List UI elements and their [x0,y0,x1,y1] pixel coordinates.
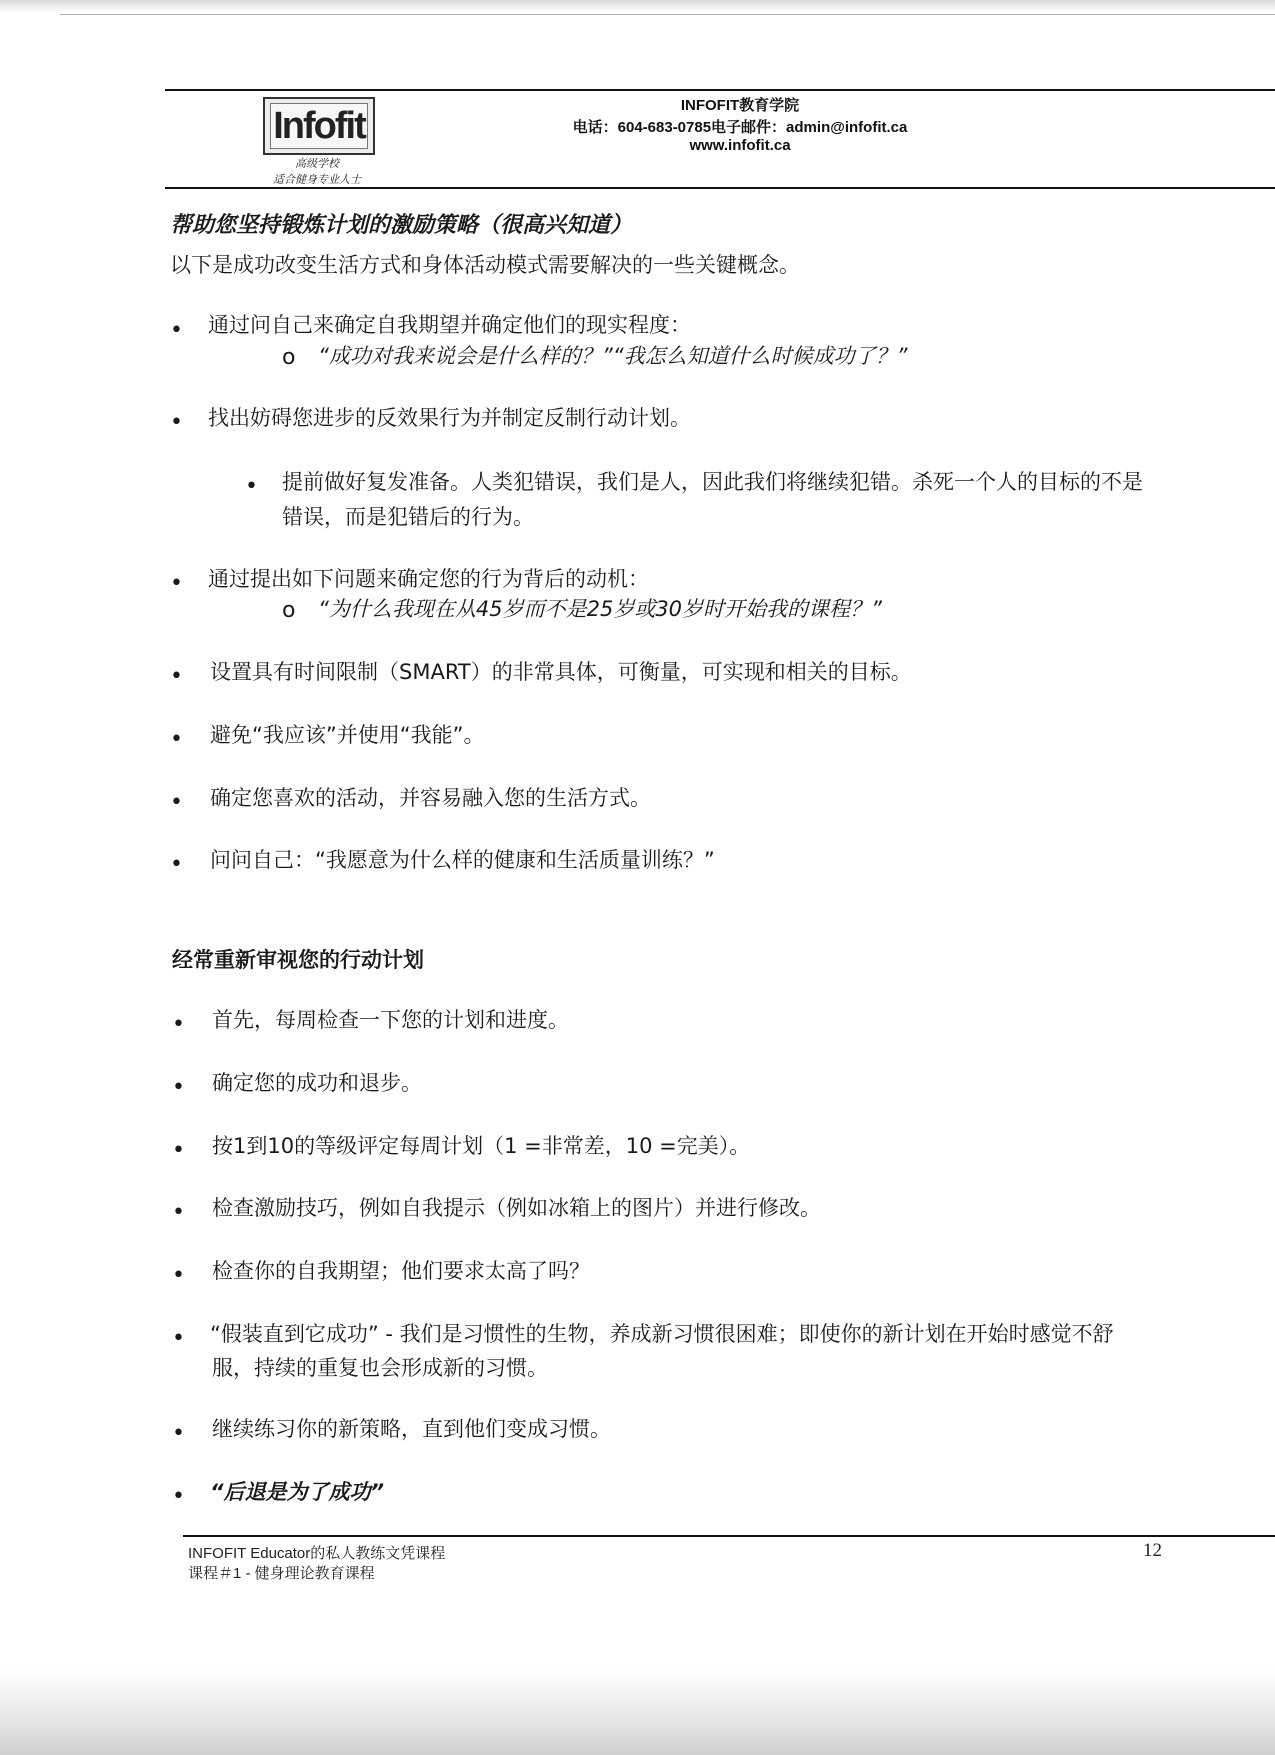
bullet-icon: • [172,1200,185,1225]
list-item-nested: 提前做好复发准备。人类犯错误，我们是人，因此我们将继续犯错。杀死一个人的目标的不是 [282,470,1143,494]
header-bottom-rule [165,187,1275,189]
list-item: 通过问自己来确定自我期望并确定他们的现实程度： [208,313,691,337]
list-item: 确定您喜欢的活动，并容易融入您的生活方式。 [210,786,651,810]
list-item: 按1到10的等级评定每周计划（1 =非常差，10 =完美）。 [212,1134,751,1158]
bullet-icon: • [245,474,258,499]
bullet-icon: • [170,410,183,435]
list-item-nested-cont: 错误，而是犯错后的行为。 [282,505,534,529]
list-item-cont: 服，持续的重复也会形成新的习惯。 [212,1356,548,1380]
bullet-icon: • [170,790,183,815]
list-item: 检查你的自我期望；他们要求太高了吗？ [212,1259,590,1283]
list-item-quote: “为什么我现在从45岁而不是25岁或30岁时开始我的课程？” [318,597,882,621]
bullet-icon: • [170,571,183,596]
logo-subtitle-2: 适合健身专业人士 [273,173,361,186]
sub-bullet-icon: o [282,345,296,370]
list-item: “假装直到它成功” - 我们是习惯性的生物，养成新习惯很困难；即使你的新计划在开始时感觉不舒 [210,1322,1114,1346]
bullet-icon: • [170,727,183,752]
logo-text: Infofit [270,103,368,149]
list-item: 找出妨碍您进步的反效果行为并制定反制行动计划。 [208,406,691,430]
footer-course-name: INFOFIT Educator的私人教练文凭课程 [188,1545,446,1562]
bullet-icon: • [172,1421,185,1446]
footer-rule [183,1535,1275,1537]
website-url: www.infofit.ca [689,137,791,154]
list-item-emphasis: “后退是为了成功” [210,1480,385,1504]
infofit-logo [263,97,375,155]
header-top-rule [165,89,1275,91]
list-item: 检查激励技巧，例如自我提示（例如冰箱上的图片）并进行修改。 [212,1196,821,1220]
bullet-icon: • [172,1138,185,1163]
bullet-icon: • [172,1263,185,1288]
section-heading: 经常重新审视您的行动计划 [172,948,424,972]
bullet-icon: • [170,664,183,689]
list-item-quote: “成功对我来说会是什么样的？”“我怎么知道什么时候成功了？” [318,344,908,368]
bullet-icon: • [170,852,183,877]
list-item: 通过提出如下问题来确定您的行为背后的动机： [208,567,649,591]
org-name: INFOFIT教育学院 [680,97,800,114]
contact-info: 电话：604-683-0785电子邮件：admin@infofit.ca [572,119,908,136]
section-title: 帮助您坚持锻炼计划的激励策略（很高兴知道） [170,213,633,238]
page-number: 12 [1143,1540,1162,1561]
list-item: 避免“我应该”并使用“我能”。 [210,723,485,747]
sub-bullet-icon: o [282,598,296,623]
list-item: 问问自己：“我愿意为什么样的健康和生活质量训练？” [210,848,715,872]
list-item: 继续练习你的新策略，直到他们变成习惯。 [212,1417,611,1441]
scan-edge-line [60,14,1275,15]
scan-top-edge [0,0,1275,12]
bullet-icon: • [172,1484,185,1509]
scan-bottom-shadow [0,1668,1275,1755]
bullet-icon: • [172,1012,185,1037]
footer-course-number: 课程＃1 - 健身理论教育课程 [188,1565,375,1582]
bullet-icon: • [170,318,183,343]
list-item: 确定您的成功和退步。 [212,1071,422,1095]
intro-text: 以下是成功改变生活方式和身体活动模式需要解决的一些关键概念。 [170,253,800,277]
list-item: 设置具有时间限制（SMART）的非常具体，可衡量，可实现和相关的目标。 [210,660,912,684]
logo-subtitle-1: 高级学校 [295,157,339,170]
list-item: 首先，每周检查一下您的计划和进度。 [212,1008,569,1032]
bullet-icon: • [172,1075,185,1100]
bullet-icon: • [172,1326,185,1351]
